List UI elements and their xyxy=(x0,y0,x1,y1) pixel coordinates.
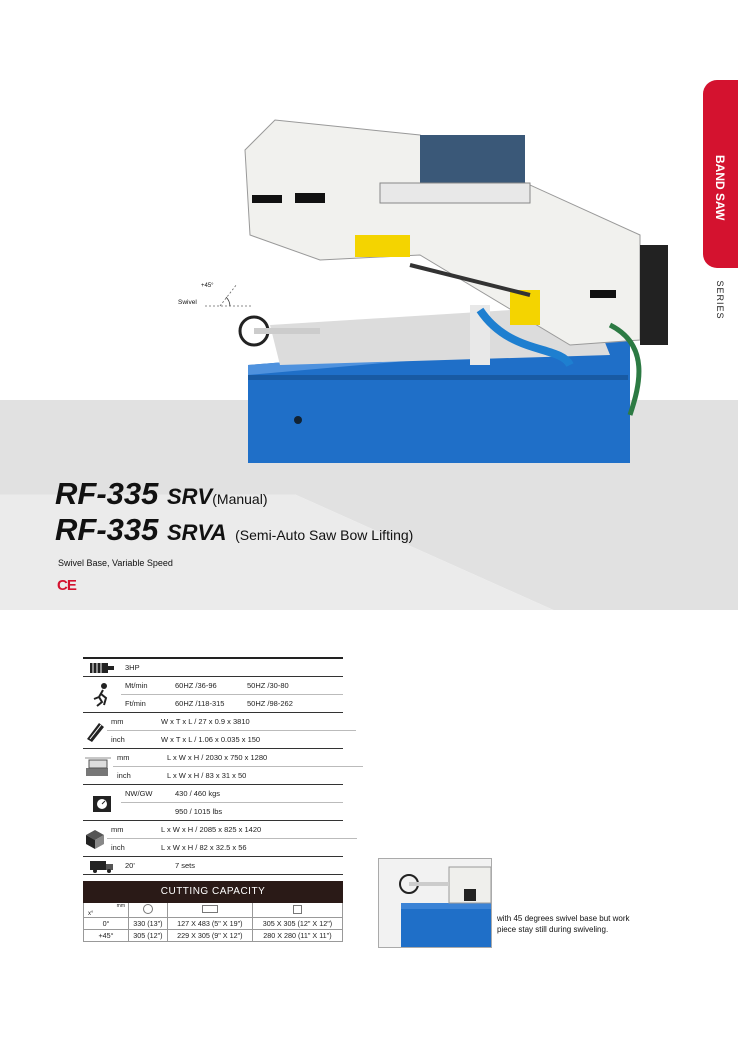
spec-unit: Mt/min xyxy=(125,681,148,690)
subtitle: Swivel Base, Variable Speed xyxy=(58,558,173,568)
spec-val: L x W x H / 82 x 32.5 x 56 xyxy=(161,843,247,852)
spec-val: 60HZ /118-315 xyxy=(175,699,225,708)
spec-val2: 50HZ /30-80 xyxy=(247,681,289,690)
spec-val: 950 / 1015 lbs xyxy=(175,807,223,816)
spec-row xyxy=(121,659,343,676)
spec-row xyxy=(121,785,343,802)
spec-val: 60HZ /36-96 xyxy=(175,681,217,690)
swivel-base-detail-image xyxy=(378,858,492,948)
weight-scale-icon xyxy=(83,785,121,820)
round-stock-icon xyxy=(129,903,168,918)
model-suffix: SRV xyxy=(167,484,213,509)
spec-row xyxy=(121,857,343,874)
spec-val: L x W x H / 83 x 31 x 50 xyxy=(167,771,247,780)
spec-unit: inch xyxy=(111,735,125,744)
model-title-manual xyxy=(55,476,268,512)
spec-val: 430 / 460 kgs xyxy=(175,789,221,798)
spec-unit: inch xyxy=(117,771,131,780)
spec-group xyxy=(83,659,343,677)
spec-val: W x T x L / 1.06 x 0.035 x 150 xyxy=(161,735,261,744)
square-stock-icon xyxy=(252,903,342,918)
swivel-label: Swivel xyxy=(178,299,197,306)
round-cell: 330 (13") xyxy=(129,918,168,930)
spec-row xyxy=(121,802,343,820)
swivel-angle-label: +45° xyxy=(201,283,214,289)
spec-row xyxy=(107,730,356,748)
package-icon xyxy=(83,821,107,856)
spec-group xyxy=(83,857,343,875)
spec-unit: mm xyxy=(117,753,130,762)
inset-caption: with 45 degrees swivel base but work piece stay still during swiveling. xyxy=(497,914,630,934)
spec-val: 7 sets xyxy=(175,861,196,870)
ce-mark-icon: CE xyxy=(57,577,76,594)
machine-size-icon xyxy=(83,749,113,784)
spec-row xyxy=(113,749,363,766)
motor-icon xyxy=(83,659,121,676)
angle-cell: 0° xyxy=(84,918,129,930)
capacity-row xyxy=(84,918,343,930)
model-number: RF-335 xyxy=(55,512,159,547)
spec-val: W x T x L / 27 x 0.9 x 3810 xyxy=(161,717,250,726)
spec-row xyxy=(107,838,357,856)
spec-table xyxy=(83,657,343,875)
spec-row xyxy=(121,694,343,712)
rect-cell: 127 X 483 (5" X 19") xyxy=(167,918,252,930)
corner-cell xyxy=(84,903,129,918)
capacity-row xyxy=(84,930,343,942)
model-suffix: SRVA xyxy=(167,520,227,545)
series-label: SERIES xyxy=(715,280,725,320)
round-cell: 305 (12") xyxy=(129,930,168,942)
model-note: (Semi-Auto Saw Bow Lifting) xyxy=(235,527,414,543)
spec-unit: Ft/min xyxy=(125,699,146,708)
spec-group xyxy=(83,677,343,713)
rect-cell: 229 X 305 (9" X 12") xyxy=(167,930,252,942)
spec-unit: 3HP xyxy=(125,663,140,672)
square-cell: 305 X 305 (12" X 12") xyxy=(252,918,342,930)
capacity-icon-row xyxy=(84,903,343,918)
side-tab-label: BAND SAW xyxy=(713,155,727,221)
spec-unit: 20' xyxy=(125,861,135,870)
spec-row xyxy=(107,713,356,730)
model-note: (Manual) xyxy=(212,491,268,507)
spec-val2: 50HZ /98-262 xyxy=(247,699,293,708)
spec-row xyxy=(121,677,343,694)
rectangular-stock-icon xyxy=(167,903,252,918)
spec-group xyxy=(83,821,343,857)
spec-row xyxy=(113,766,363,784)
spec-val: L x W x H / 2085 x 825 x 1420 xyxy=(161,825,262,834)
corner-top-label: mm xyxy=(116,903,125,909)
corner-bottom-label: x° xyxy=(88,911,94,917)
spec-val: L x W x H / 2030 x 750 x 1280 xyxy=(167,753,268,762)
spec-unit: NW/GW xyxy=(125,789,153,798)
container-truck-icon xyxy=(83,857,121,874)
spec-group xyxy=(83,785,343,821)
spec-group xyxy=(83,713,343,749)
speed-runner-icon xyxy=(83,677,121,712)
angle-cell: +45° xyxy=(84,930,129,942)
cutting-capacity-table xyxy=(83,881,343,942)
cutting-capacity-header: CUTTING CAPACITY xyxy=(83,881,343,903)
spec-unit: inch xyxy=(111,843,125,852)
blade-icon xyxy=(83,713,107,748)
spec-unit: mm xyxy=(111,825,124,834)
model-title-semi-auto xyxy=(55,512,413,548)
spec-group xyxy=(83,749,343,785)
model-number: RF-335 xyxy=(55,476,159,511)
spec-row xyxy=(107,821,357,838)
square-cell: 280 X 280 (11" X 11") xyxy=(252,930,342,942)
spec-unit: mm xyxy=(111,717,124,726)
